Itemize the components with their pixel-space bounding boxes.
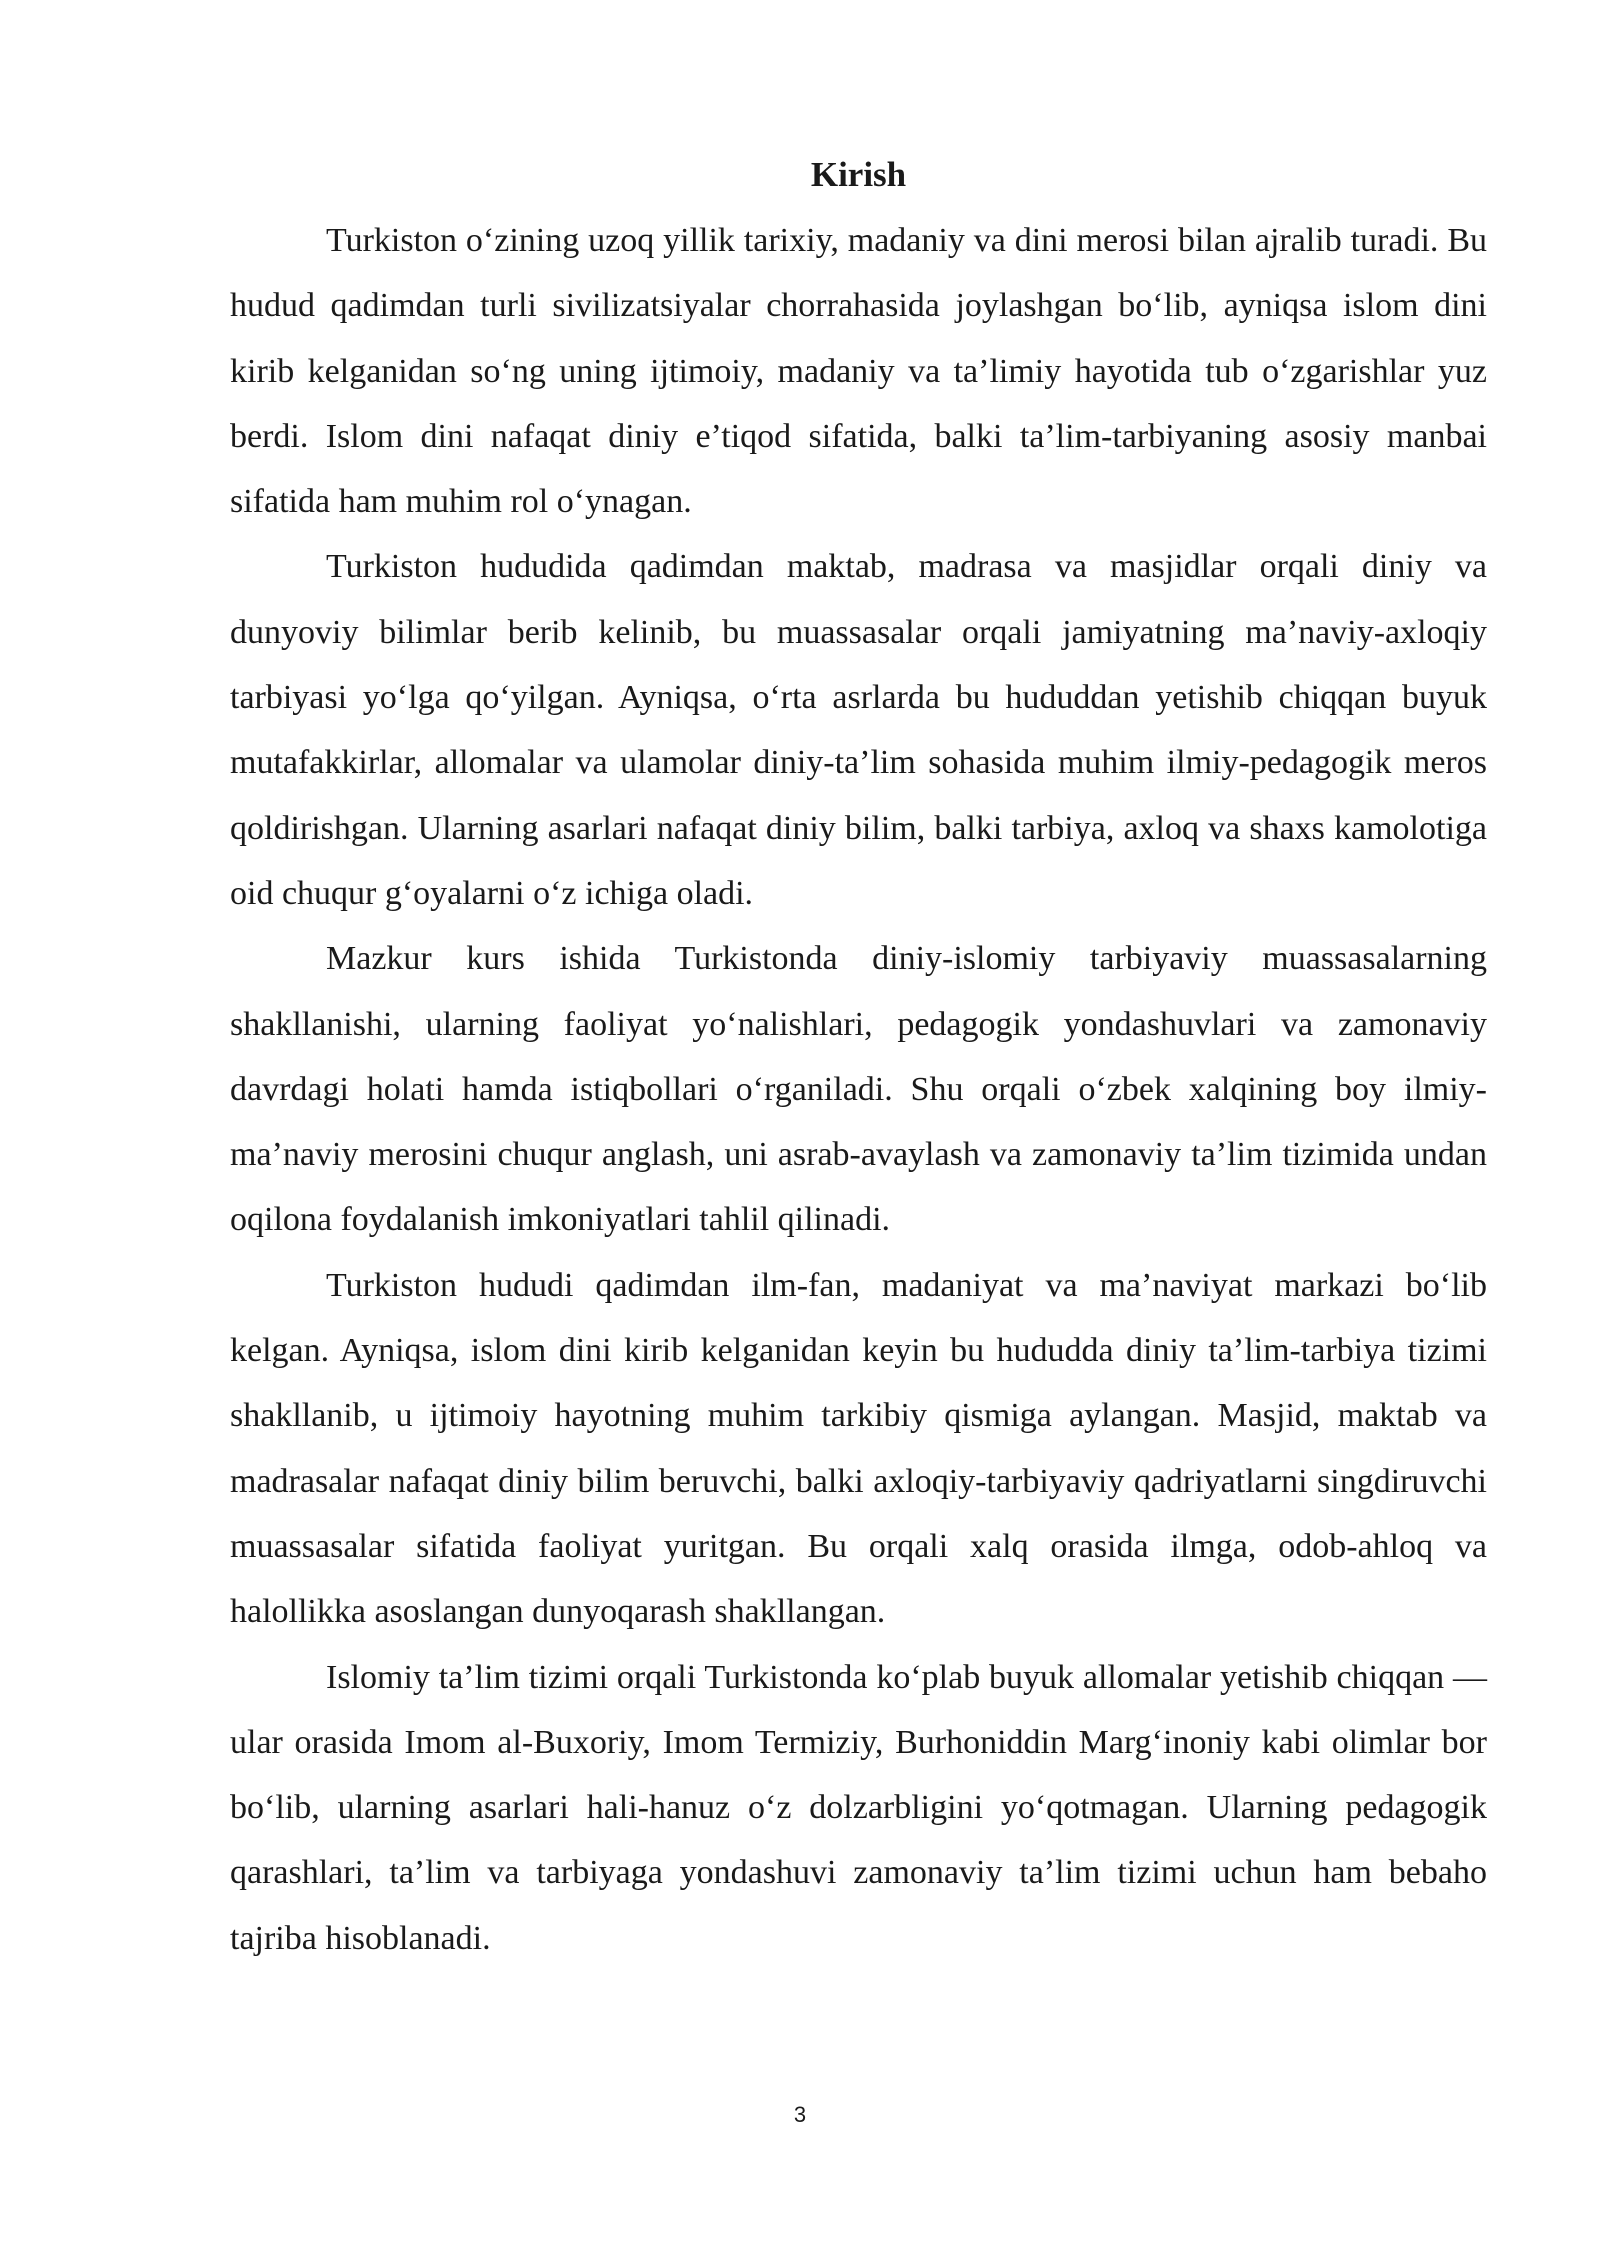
paragraph-3: Mazkur kurs ishida Turkistonda diniy-islomiy tarbiyaviy muassasalarning shakllanishi, ularning faoliyat yo‘nalishlari, pedagogik yondashuvlari va zamonaviy davrdagi holati hamda istiqbollari o‘rganiladi. Shu orqali o‘zbek xalqining boy ilmiy-ma’naviy merosini chuqur anglash, uni asrab-avaylash va zamonaviy ta’lim tizimida undan oqilona foydalanish imkoniyatlari tahlil qilinadi. bbox=[230, 940, 1487, 1239]
page-content bbox=[230, 148, 1487, 1971]
paragraph-4: Turkiston hududi qadimdan ilm-fan, madaniyat va ma’naviyat markazi bo‘lib kelgan. Ayniqsa, islom dini kirib kelganidan keyin bu hududda diniy ta’lim-tarbiya tizimi shakllanib, u ijtimoiy hayotning muhim tarkibiy qismiga aylangan. Masjid, maktab va madrasalar nafaqat diniy bilim beruvchi, balki axloqiy-tarbiyaviy qadriyatlarni singdiruvchi muassasalar sifatida faoliyat yuritgan. Bu orqali xalq orasida ilmga, odob-ahloq va halollikka asoslangan dunyoqarash shakllangan. bbox=[230, 1266, 1487, 1631]
paragraph-2: Turkiston hududida qadimdan maktab, madrasa va masjidlar orqali diniy va dunyoviy bilimlar berib kelinib, bu muassasalar orqali jamiyatning ma’naviy-axloqiy tarbiyasi yo‘lga qo‘yilgan. Ayniqsa, o‘rta asrlarda bu hududdan yetishib chiqqan buyuk mutafakkirlar, allomalar va ulamolar diniy-ta’lim sohasida muhim ilmiy-pedagogik meros qoldirishgan. Ularning asarlari nafaqat diniy bilim, balki tarbiya, axloq va shaxs kamolotiga oid chuqur g‘oyalarni o‘z ichiga oladi. bbox=[230, 548, 1487, 912]
page-number: 3 bbox=[793, 2102, 807, 2127]
paragraph-5: Islomiy ta’lim tizimi orqali Turkistonda ko‘plab buyuk allomalar yetishib chiqqan — ular orasida Imom al-Buxoriy, Imom Termiziy, Burhoniddin Marg‘inoniy kabi olimlar bor bo‘lib, ularning asarlari hali-hanuz o‘z dolzarbligini yo‘qotmagan. Ularning pedagogik qarashlari, ta’lim va tarbiyaga yondashuvi zamonaviy ta’lim tizimi uchun ham bebaho tajriba hisoblanadi. bbox=[230, 1658, 1487, 1957]
section-title: Kirish bbox=[810, 155, 907, 194]
paragraph-1: Turkiston o‘zining uzoq yillik tarixiy, madaniy va dini merosi bilan ajralib turadi. Bu hudud qadimdan turli sivilizatsiyalar chorrahasida joylashgan bo‘lib, ayniqsa islom dini kirib kelganidan so‘ng uning ijtimoiy, madaniy va ta’limiy hayotida tub o‘zgarishlar yuz berdi. Islom dini nafaqat diniy e’tiqod sifatida, balki ta’lim-tarbiyaning asosiy manbai sifatida ham muhim rol o‘ynagan. bbox=[230, 222, 1487, 521]
